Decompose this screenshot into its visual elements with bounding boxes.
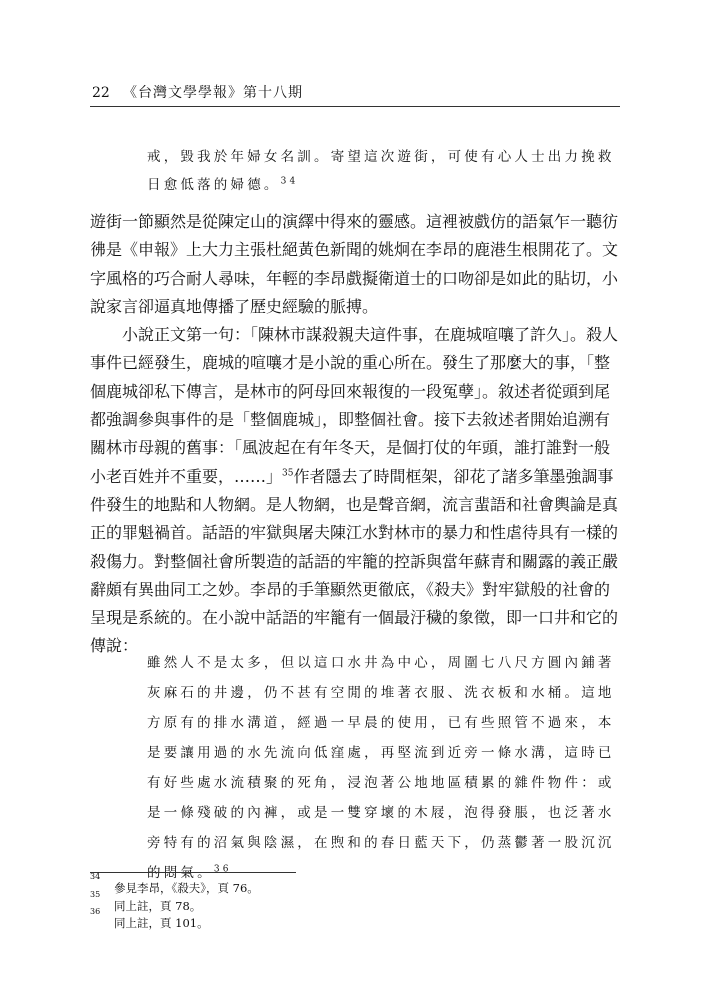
footnote-text: 參見李昂，《殺夫》，頁 76。: [114, 881, 259, 895]
block-quote-2-text: 雖然人不是太多，但以這口水井為中心，周圍七八尺方圓內鋪著灰麻石的井邊，仍不甚有空閒的堆著衣服、洗衣板和水桶。這地方原有的排水溝道，經過一早晨的使用，已有些照管不過來，本是要讓用過的水先流向低窪處，再堅流到近旁一條水溝，這時已有好些處水流積聚的死角，浸泡著公地地區積累的雜件物件：或是一條殘破的內褲，或是一雙穿壞的木屐，泡得發脹，也泛著水旁特有的沼氣與陰濕，在煦和的春日藍天下，仍蒸鬱著一股沉沉的悶氣。: [147, 655, 615, 881]
block-quote-1-text: 戒，毀我於年婦女名訓。寄望這次遊街，可使有心人士出力挽救日愈低落的婦德。: [147, 149, 615, 193]
footnote-rule: [90, 872, 296, 873]
footnote-text: 同上註，頁 78。: [114, 898, 202, 913]
paragraph-text: 作者隱去了時間框架，卻花了諸多筆墨強調事件發生的地點和人物網。是人物網，也是聲音網，流言蜚語和社會輿論是真正的罪魁禍首。話語的牢獄與屠夫陳江水對林市的暴力和性虐待具有一樣的殺傷力。對整個社會所製造的話語的牢籠的控訴與當年蘇青和關露的義正嚴辭頗有異曲同工之妙。李昂的手筆顯然更徹底，《殺夫》對牢獄般的社會的呈現是系統的。在小說中話語的牢籠有一個最汙穢的象徵，即一口井和它的傳說：: [90, 466, 619, 656]
paragraph-text: 小說正文第一句：「陳林市謀殺親夫這件事，在鹿城喧嚷了許久」。殺人事件已經發生，鹿城的喧嚷才是小說的重心所在。發生了那麼大的事，「整個鹿城卻私下傳言，是林市的阿母回來報復的一段冤孽」。敘述者從頭到尾都強調參與事件的是「整個鹿城」，即整個社會。接下去敘述者開始追溯有關林市母親的舊事：「風波起在有年冬天，是個打仗的年頭，誰打誰對一般小老百姓并不重要，……」: [90, 325, 619, 486]
block-quote-2: [147, 648, 617, 888]
footnote-ref-35: 35: [282, 468, 294, 479]
running-header: [92, 85, 620, 107]
footnote-34: 34 參見李昂，《殺夫》，頁 76。: [90, 872, 259, 895]
footnote-35: 35 同上註，頁 78。: [90, 889, 202, 913]
footnote-36: 36 同上註，頁 101。: [90, 907, 209, 930]
running-title: 《台灣文學學報》第十八期: [123, 85, 303, 101]
footnotes: [90, 872, 620, 933]
body-text: [90, 208, 620, 661]
paragraph-text: 遊街一節顯然是從陳定山的演繹中得來的靈感。這裡被戲仿的語氣乍一聽彷彿是《申報》上大力主張杜絕黃色新聞的姚炯在李昂的鹿港生根開花了。文字風格的巧合耐人尋味，年輕的李昂戲擬衛道士的口吻卻是如此的貼切，小說家言卻逼真地傳播了歷史經驗的脈搏。: [90, 212, 619, 316]
footnote-ref-36: 36: [213, 864, 232, 875]
header-rule: [90, 106, 620, 107]
paragraph-1: [90, 208, 620, 321]
footnote-ref-34: 34: [280, 176, 299, 187]
page-number: 22: [92, 85, 110, 101]
paragraph-2: [90, 321, 620, 661]
block-quote-1: [147, 143, 617, 199]
footnote-text: 同上註，頁 101。: [114, 916, 209, 930]
